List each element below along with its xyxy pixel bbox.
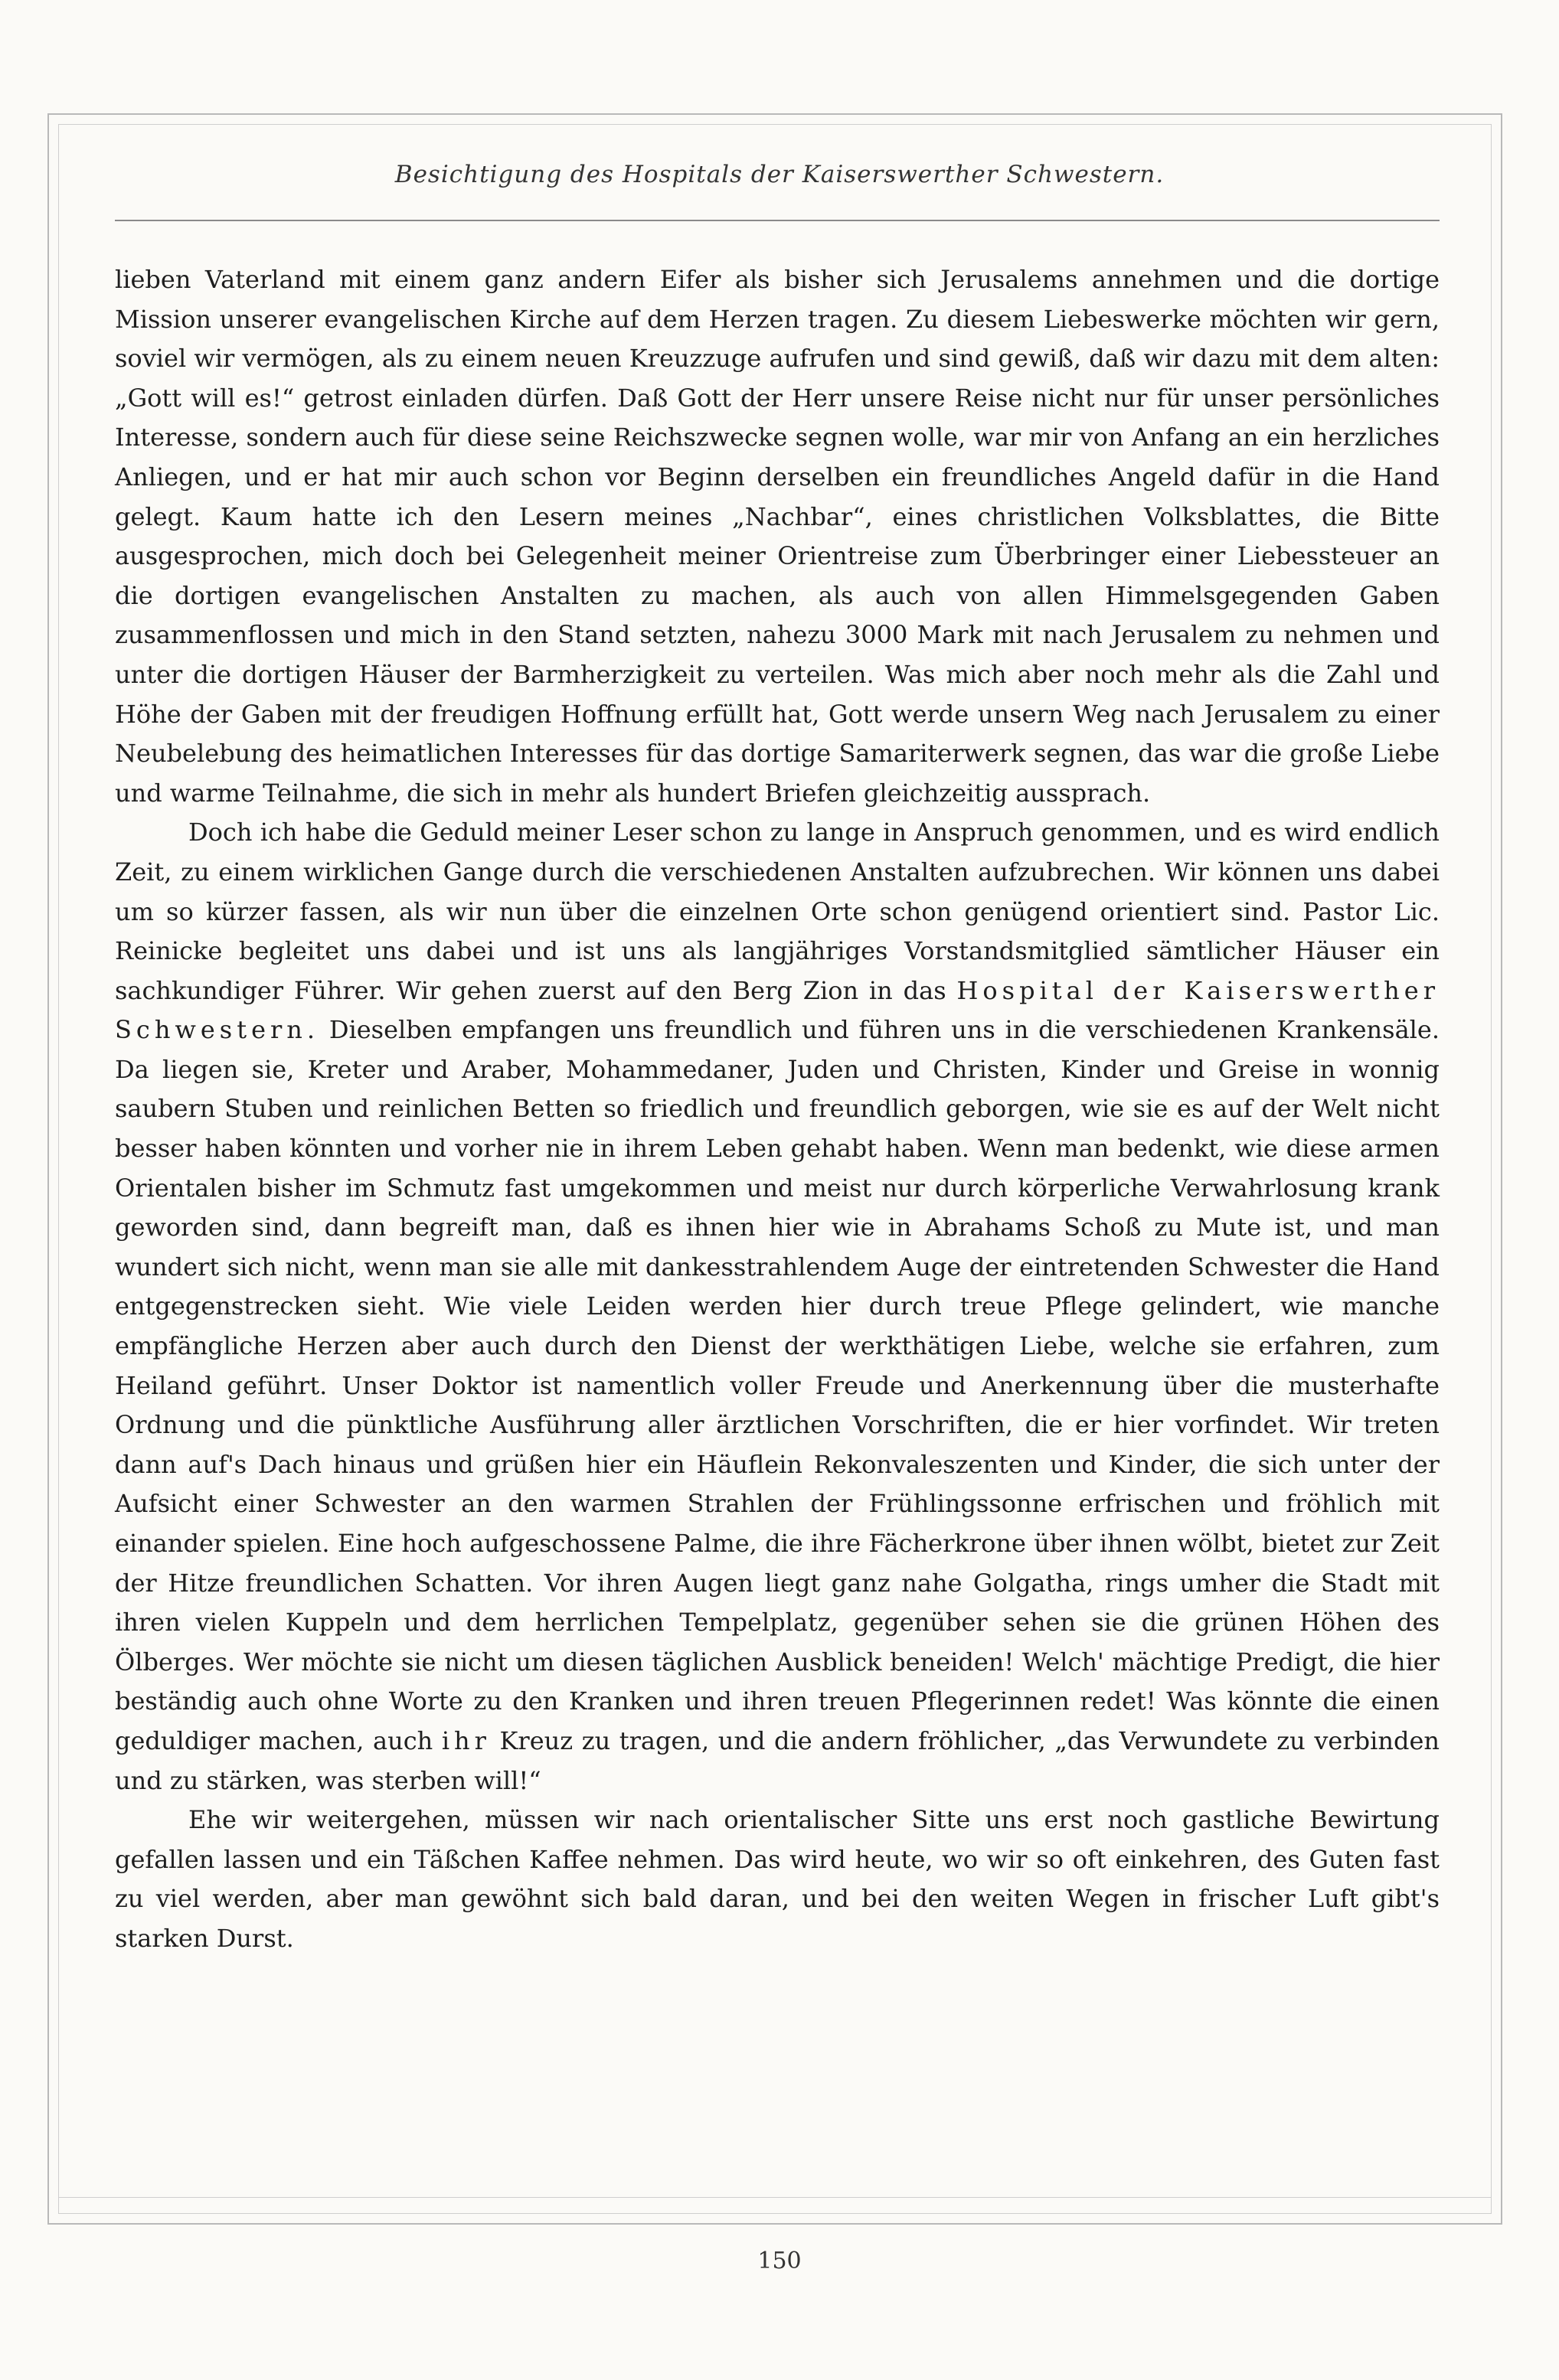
paragraph-1: lieben Vaterland mit einem ganz andern Eifer als bisher sich Jerusalems annehmen und die dortige Mission unserer evangelischen Kirche auf dem Herzen tragen. Zu diesem Liebeswerke möchten wir gern, soviel wir vermögen, als zu einem neuen Kreuzzuge aufrufen und sind gewiß, daß wir dazu mit dem alten: „Gott will es!“ getrost einladen dürfen. Daß Gott der Herr unsere Reise nicht nur für unser persönliches Interesse, sondern auch für diese seine Reichszwecke segnen wolle, war mir von Anfang an ein herzliches Anliegen, und er hat mir auch schon vor Beginn derselben ein freundliches Angeld dafür in die Hand gelegt. Kaum hatte ich den Lesern meines „Nachbar“, eines christlichen Volksblattes, die Bitte ausgesprochen, mich doch bei Gelegenheit meiner Orientreise zum Überbringer einer Liebessteuer an die dortigen evangelischen Anstalten zu machen, als auch von allen Himmelsgegenden Gaben zusammenflossen und mich in den Stand setzten, nahezu 3000 Mark mit nach Jerusalem zu nehmen und unter die dortigen Häuser der Barmherzigkeit zu verteilen. Was mich aber noch mehr als die Zahl und Höhe der Gaben mit der freudigen Hoffnung erfüllt hat, Gott werde unsern Weg nach Jerusalem zu einer Neubelebung des heimatlichen Interesses für das dortige Samariterwerk segnen, das war die große Liebe und warme Teilnahme, die sich in mehr als hundert Briefen gleichzeitig aussprach. bbox=[115, 265, 1440, 808]
paragraph-2-spaced-heading: Hospital der Kaiserswerther Schwestern. bbox=[115, 975, 1440, 1045]
header-rule bbox=[115, 220, 1440, 221]
running-head: Besichtigung des Hospitals der Kaiserswerther Schwestern. bbox=[394, 161, 1165, 188]
page-number: 150 bbox=[757, 2248, 802, 2274]
paragraph-2 bbox=[115, 813, 1440, 1801]
paragraph-2-text-b: Dieselben empfangen uns freundlich und führen uns in die verschiedenen Krankensäle. Da liegen sie, Kreter und Araber, Mohammedaner, Juden und Christen, Kinder und Greise in wonnig saubern Stuben und reinlichen Betten so friedlich und freundlich geborgen, wie sie es auf der Welt nicht besser haben könnten und vorher nie in ihrem Leben gehabt haben. Wenn man bedenkt, wie diese armen Orientalen bisher im Schmutz fast umgekommen und meist nur durch körperliche Verwahrlosung krank geworden sind, dann begreift man, daß es ihnen hier wie in Abrahams Schoß zu Mute ist, und man wundert sich nicht, wenn man sie alle mit dankesstrahlendem Auge der eintretenden Schwester die Hand entgegenstrecken sieht. Wie viele Leiden werden hier durch treue Pflege gelindert, wie manche empfängliche Herzen aber auch durch den Dienst der werkthätigen Liebe, welche sie erfahren, zum Heiland geführt. Unser Doktor ist namentlich voller Freude und Anerkennung über die musterhafte Ordnung und die pünktliche Ausführung aller ärztlichen Vorschriften, die er hier vorfindet. Wir treten dann auf's Dach hinaus und grüßen hier ein Häuflein Rekonvaleszenten und Kinder, die sich unter der Aufsicht einer Schwester an den warmen Strahlen der Frühlingssonne erfrischen und fröhlich mit einander spielen. Eine hoch aufgeschossene Palme, die ihre Fächerkrone über ihnen wölbt, bietet zur Zeit der Hitze freundlichen Schatten. Vor ihren Augen liegt ganz nahe Golgatha, rings umher die Stadt mit ihren vielen Kuppeln und dem herrlichen Tempelplatz, gegenüber sehen sie die grünen Höhen des Ölberges. Wer möchte sie nicht um diesen täglichen Ausblick beneiden! Welch' mächtige Predigt, die hier beständig auch ohne Worte zu den Kranken und ihren treuen Pflegerinnen redet! Was könnte die einen geduldiger machen, auch bbox=[115, 1015, 1440, 1755]
paragraph-2-spaced-emphasis: ihr bbox=[441, 1725, 491, 1755]
paragraph-2-text-a: Doch ich habe die Geduld meiner Leser schon zu lange in Anspruch genommen, und es wird endlich Zeit, zu einem wirklichen Gange durch die verschiedenen Anstalten aufzubrechen. Wir können uns dabei um so kürzer fassen, als wir nun über die einzelnen Orte schon genügend orientiert sind. Pastor Lic. Reinicke begleitet uns dabei und ist uns als langjähriges Vorstandsmitglied sämtlicher Häuser ein sachkundiger Führer. Wir gehen zuerst auf den Berg Zion in das bbox=[115, 818, 1440, 1005]
paragraph-2-text-c: Kreuz zu tragen, und die andern fröhlicher, „das Verwundete zu verbinden und zu stärken, was sterben will!“ bbox=[115, 1725, 1440, 1795]
footer-rule bbox=[58, 2197, 1492, 2198]
paragraph-3: Ehe wir weitergehen, müssen wir nach orientalischer Sitte uns erst noch gastliche Bewirtung gefallen lassen und ein Täßchen Kaffee nehmen. Das wird heute, wo wir so oft einkehren, des Guten fast zu viel werden, aber man gewöhnt sich bald daran, und bei den weiten Wegen in frischer Luft gibt's starken Durst. bbox=[115, 1805, 1440, 1953]
body-text bbox=[115, 260, 1440, 1959]
